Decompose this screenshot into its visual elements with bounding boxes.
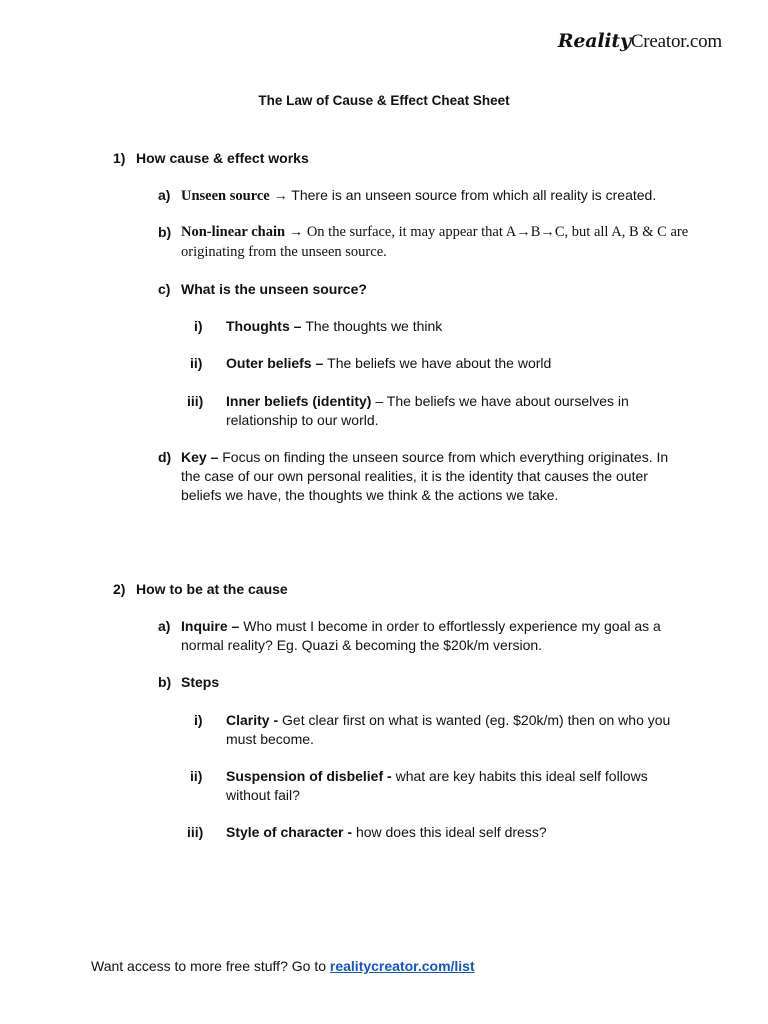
item-body-line2: without fail? [226,787,300,803]
item-text [226,317,442,336]
item-body-line2: originating from the unseen source. [181,244,387,260]
item-text [181,186,656,206]
item-number: a) [158,187,171,203]
item-body: The beliefs we have about the world [327,355,552,371]
item-label: Thoughts – [226,318,306,334]
item-body: → On the surface, it may appear that A→B→C, but all A, B & C are [285,224,689,240]
item-body-line2: the case of our own personal realities, it is the identity that causes the outer [181,468,648,484]
item-text [181,223,688,242]
item-label: Inner beliefs (identity) [226,393,372,409]
item-label: Inquire – [181,618,244,634]
item-label: Clarity - [226,712,283,728]
item-body: Get clear first on what is wanted (eg. $20k/m) then on who you [282,712,671,728]
item-label: Steps [181,674,220,690]
logo-rest-text: Creator.com [630,31,722,52]
item-text [226,711,670,730]
item-body-line2: relationship to our world. [226,412,379,428]
item-label: Non-linear chain [181,224,286,240]
item-body: – The beliefs we have about ourselves in [371,393,629,409]
footer-link[interactable]: realitycreator.com/list [329,958,475,974]
item-number: c) [158,281,171,297]
item-body: how does this ideal self dress? [355,824,547,840]
item-text [226,354,551,373]
item-number: a) [158,618,171,634]
logo-script-text: Reality [557,30,631,52]
item-body-line2: normal reality? Eg. Quazi & becoming the $20k/m version. [181,637,543,653]
section-number: 1) [113,150,126,166]
item-body-line3: beliefs we have, the thoughts we think & the actions we take. [181,487,559,503]
page-title: The Law of Cause & Effect Cheat Sheet [258,93,510,108]
footer-text: Want access to more free stuff? Go to [91,958,330,974]
item-body: → There is an unseen source from which all reality is created. [269,187,657,203]
item-label: Suspension of disbelief - [226,768,396,784]
item-number: iii) [187,393,204,409]
item-number: i) [194,318,203,334]
item-body: Focus on finding the unseen source from which everything originates. In [222,449,669,465]
item-body-line2: must become. [226,731,314,747]
item-label: Outer beliefs – [226,355,328,371]
item-text [226,392,629,411]
item-label: What is the unseen source? [181,281,367,297]
item-number: i) [194,712,203,728]
item-text [181,617,661,636]
item-number: b) [158,674,172,690]
section-heading-text: How to be at the cause [136,581,288,597]
item-text [226,823,547,842]
footer [91,958,475,974]
item-number: iii) [187,824,204,840]
item-label: Unseen source [181,188,270,204]
item-label: Key – [181,449,223,465]
item-body: The thoughts we think [305,318,443,334]
item-text [181,448,668,467]
item-body: Who must I become in order to effortlessly experience my goal as a [243,618,661,634]
item-label: Style of character - [226,824,356,840]
item-number: ii) [190,355,203,371]
brand-logo [558,30,722,53]
section-heading-text: How cause & effect works [136,150,309,166]
item-text [226,767,648,786]
item-number: d) [158,449,172,465]
item-number: b) [158,224,172,240]
section-number: 2) [113,581,126,597]
item-number: ii) [190,768,203,784]
item-body: what are key habits this ideal self follows [395,768,648,784]
